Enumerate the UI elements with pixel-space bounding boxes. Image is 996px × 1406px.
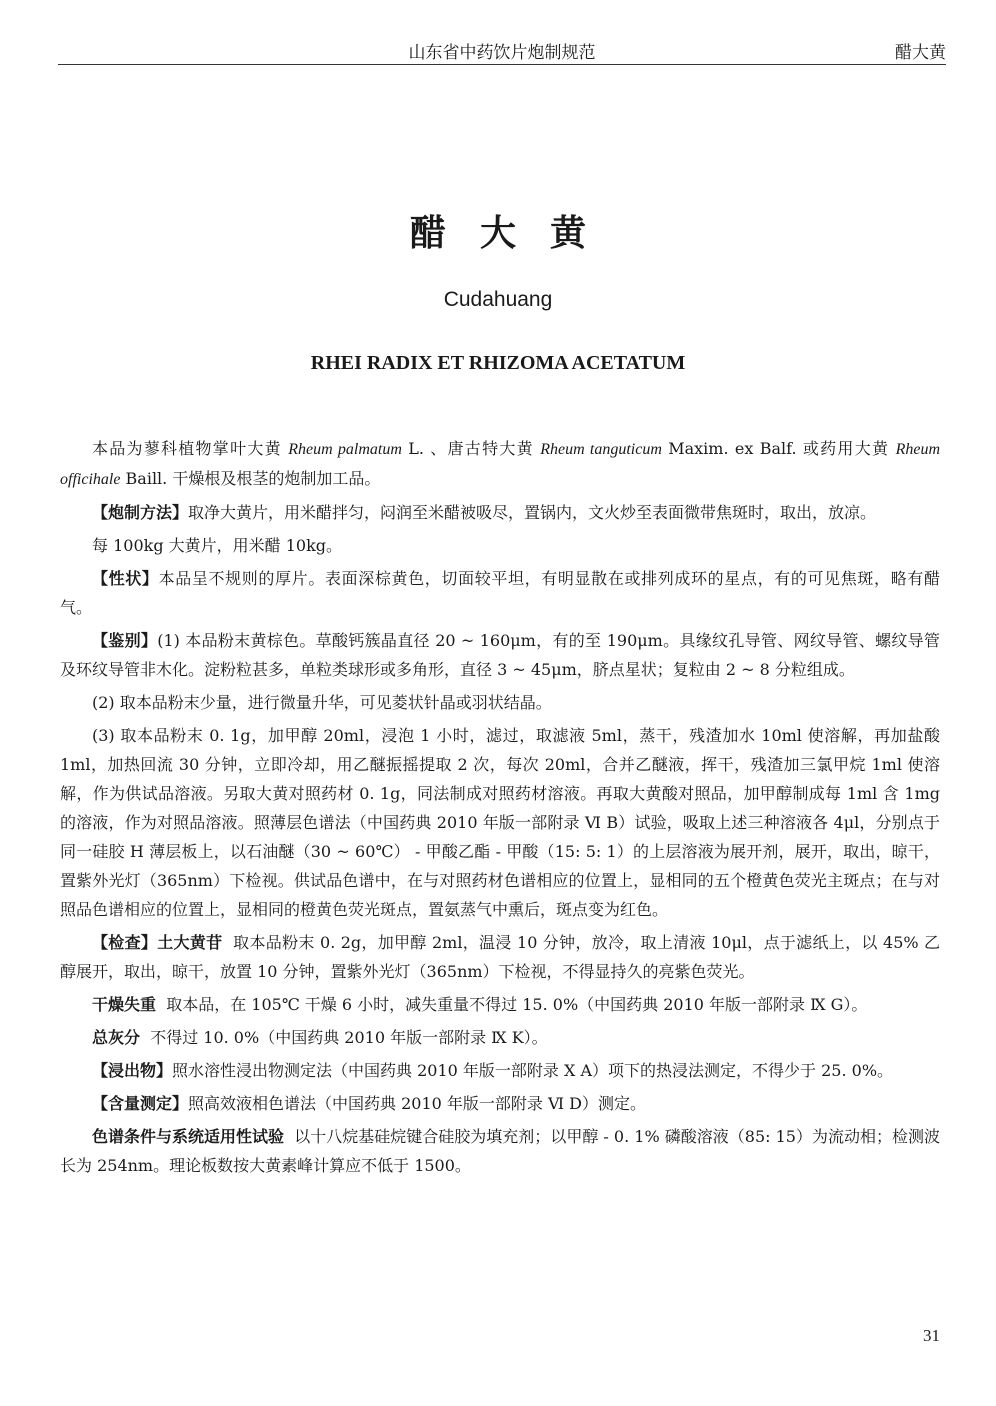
identification-text: (1) 本品粉末黄棕色。草酸钙簇晶直径 20 ~ 160μm，有的至 190μm。具缘纹孔导管、网纹导管、螺纹导管及环纹导管非木化。淀粉粒甚多，单粒类球形或多角形，直径 3 ~ 45μm，脐点星状；复粒由 2 ~ 8 分粒组成。 [60,631,940,679]
intro-text: Baill. 干燥根及根茎的炮制加工品。 [120,469,381,488]
identification-paragraph-2: (2) 取本品粉末少量，进行微量升华，可见菱状针晶或羽状结晶。 [92,693,552,712]
identification-paragraph-3: (3) 取本品粉末 0. 1g，加甲醇 20ml，浸泡 1 小时，滤过，取滤液 5ml，蒸干，残渣加水 10ml 使溶解，再加盐酸 1ml，加热回流 30 分钟，立即冷却，用乙醚振摇提取 2 次，每次 20ml，合并乙醚液，挥干，残渣加三氯甲烷 1ml 使溶解，作为供试品溶液。另取大黄对照药材 0. 1g，同法制成对照药材溶液。再取大黄酸对照品，加甲醇制成每 1ml 含 1mg 的溶液，作为对照品溶液。照薄层色谱法（中国药典 2010 年版一部附录 Ⅵ B）试验，吸取上述三种溶液各 4μl，分别点于同一硅胶 H 薄层板上，以石油醚（30 ~ 60℃） - 甲酸乙酯 - 甲酸（15: 5: 1）的上层溶液为展开剂，展开，取出，晾干，置紫外光灯（365nm）下检视。供试品色谱中，在与对照药材色谱相应的位置上，显相同的五个橙黄色荧光主斑点；在与对照品色谱相应的位置上，显相同的橙黄色荧光斑点，置氨蒸气中熏后，斑点变为红色。 [60,726,940,919]
processing-ratio: 每 100kg 大黄片，用米醋 10kg。 [92,536,343,555]
character-text: 本品呈不规则的厚片。表面深棕黄色，切面较平坦，有明显散在或排列成环的星点，有的可见焦斑，略有醋气。 [60,569,940,617]
section-label: 总灰分 [92,1028,141,1047]
section-label: 【检查】土大黄苷 [92,933,223,952]
section-label: 【浸出物】 [92,1061,173,1080]
book-title: 山东省中药饮片炮制规范 [408,43,596,63]
section-label: 干燥失重 [92,995,157,1014]
intro-text: Maxim. ex Balf. 或药用大黄 [661,439,896,458]
assay-paragraph [60,1089,940,1118]
assay-text: 照高效液相色谱法（中国药典 2010 年版一部附录 Ⅵ D）测定。 [188,1094,647,1113]
total-ash-text: 不得过 10. 0%（中国药典 2010 年版一部附录 Ⅸ K）。 [150,1028,548,1047]
section-label: 【性状】 [92,569,159,588]
species-name: Rheum palmatum [288,441,402,458]
intro-paragraph [60,434,940,494]
chromatography-conditions-paragraph [60,1122,940,1180]
section-label: 色谱条件与系统适用性试验 [92,1127,285,1146]
drying-loss-paragraph [60,990,940,1019]
extract-text: 照水溶性浸出物测定法（中国药典 2010 年版一部附录 X A）项下的热浸法测定，不得少于 25. 0%。 [172,1061,894,1080]
header-divider [58,64,946,65]
chromatography-conditions-text: 以十八烷基硅烷键合硅胶为填充剂；以甲醇 - 0. 1% 磷酸溶液（85: 15）为流动相；检测波长为 254nm。理论板数按大黄素峰计算应不低于 1500。 [60,1127,940,1175]
extract-paragraph [60,1056,940,1085]
section-label: 【炮制方法】 [92,503,189,522]
section-title: 醋大黄 [895,43,946,63]
identification-paragraph-1 [60,626,940,684]
total-ash-paragraph [60,1023,940,1052]
drying-loss-text: 取本品，在 105℃ 干燥 6 小时，减失重量不得过 15. 0%（中国药典 2010 年版一部附录 Ⅸ G）。 [166,995,868,1014]
inspection-paragraph [60,928,940,986]
monograph-body [60,434,940,1180]
section-label: 【鉴别】 [92,631,158,650]
running-header [58,38,946,64]
processing-paragraph [60,498,940,527]
page-title: 醋大黄 [409,213,620,254]
species-name: Rheum tanguticum [540,441,662,458]
page-number: 31 [923,1326,940,1345]
inspection-text: 取本品粉末 0. 2g，加甲醇 2ml，温浸 10 分钟，放冷，取上清液 10μl，点于滤纸上，以 45% 乙醇展开，取出，晾干，放置 10 分钟，置紫外光灯（365nm）下检视，不得显持久的亮紫色荧光。 [60,933,940,981]
character-paragraph [60,564,940,622]
intro-text: 本品为蓼科植物掌叶大黄 [92,439,289,458]
latin-title: RHEI RADIX ET RHIZOMA ACETATUM [310,352,686,374]
intro-text: L. 、唐古特大黄 [401,439,541,458]
species-name: Rheum officihale [60,441,940,488]
section-label: 【含量测定】 [92,1094,189,1113]
pinyin-title: Cudahuang [443,288,553,311]
processing-text: 取净大黄片，用米醋拌匀，闷润至米醋被吸尽，置锅内，文火炒至表面微带焦斑时，取出，放凉。 [188,503,877,522]
